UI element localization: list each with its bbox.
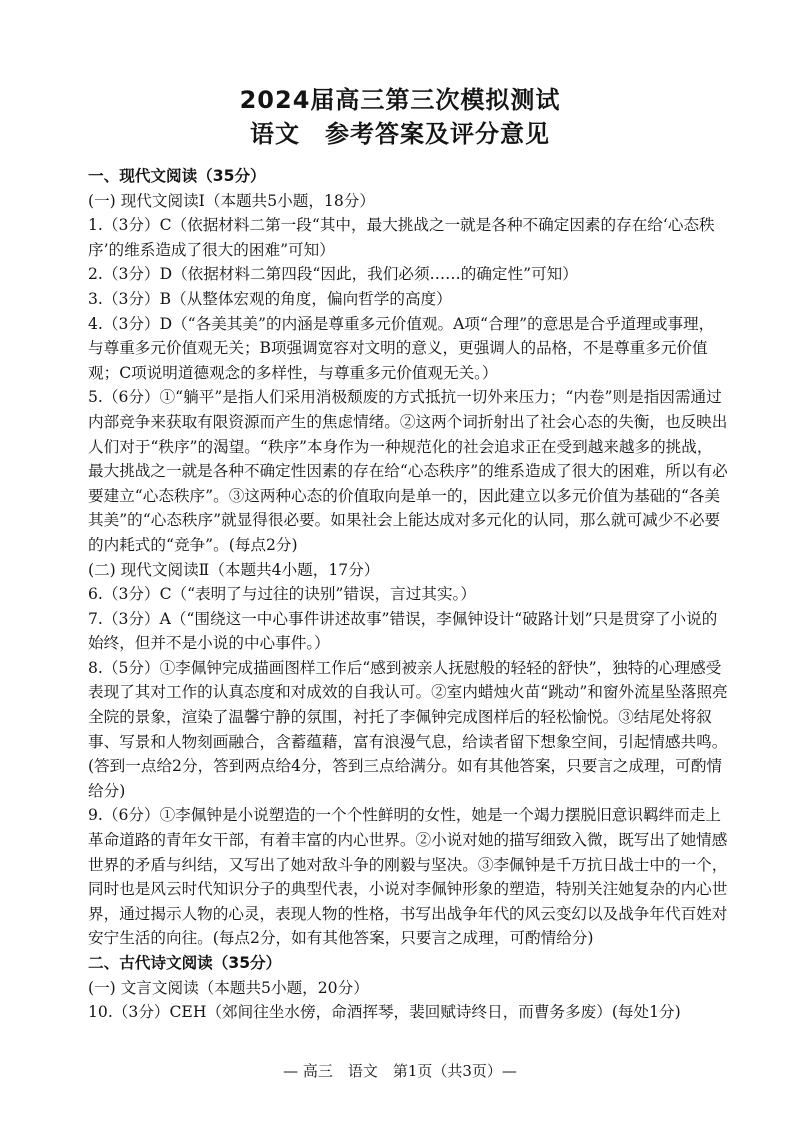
page-subtitle: 语文 参考答案及评分意见 [250, 120, 550, 148]
answer-q7: 7.（3分）A（“围绕这一中心事件讲述故事”错误，李佩钟设计“破路计划”只是贯穿了小说的始终，但并不是小说的中心事件。） [88, 609, 718, 653]
answer-q9: 9.（6分）①李佩钟是小说塑造的一个个性鲜明的女性，她是一个竭力摆脱旧意识羁绊而走上革命道路的青年女干部，有着丰富的内心世界。②小说对她的描写细致入微，既写出了她情感世界的矛盾与纠结，又写出了她对敌斗争的刚毅与坚决。③李佩钟是千万抗日战士中的一个，同时也是风云时代知识分子的典型代表，小说对李佩钟形象的塑造，特别关注她复杂的内心世界，通过揭示人物的心灵，表现人物的性格，书写出战争年代的风云变幻以及战争年代百姓对安宁生活的向往。(每点2分，如有其他答案，只要言之成理，可酌情给分) [88, 806, 728, 948]
page-footer: — 高三 语文 第1页（共3页）— [283, 1062, 517, 1080]
page-title: 2024届高三第三次模拟测试 [239, 86, 561, 114]
answer-q1: 1.（3分）C（依据材料二第一段“其中，最大挑战之一就是各种不确定因素的存在给‘心态秩序’的维系造成了很大的困难”可知） [88, 216, 715, 259]
answer-q8: 8.（5分）①李佩钟完成描画图样工作后“感到被亲人抚慰般的轻轻的舒快”，独特的心理感受表现了其对工作的认真态度和对成效的自我认可。②室内蜡烛火苗“跳动”和窗外流星坠落照亮全院的景象，渲染了温馨宁静的氛围，衬托了李佩钟完成图样后的轻松愉悦。③结尾处将叙事、写景和人物刻画融合，含蓄蕴藉，富有浪漫气息，给读者留下想象空间，引起情感共鸣。(答到一点给2分，答到两点给4分，答到三点给满分。如有其他答案，只要言之成理，可酌情给分) [88, 658, 728, 800]
subsection-heading-reading-1: (一) 现代文阅读Ⅰ（本题共5小题，18分） [88, 191, 375, 210]
answer-q6: 6.（3分）C（“表明了与过往的诀别”错误，言过其实。） [88, 585, 476, 604]
answer-q5: 5.（6分）①“躺平”是指人们采用消极颓废的方式抵抗一切外来压力；“内卷”则是指因需通过内部竞争来获取有限资源而产生的焦虑情绪。②这两个词折射出了社会心态的失衡，也反映出人们对于“秩序”的渴望。“秩序”本身作为一种规范化的社会追求正在受到越来越多的挑战，最大挑战之一就是各种不确定性因素的存在给“心态秩序”的维系造成了很大的困难，所以有必要建立“心态秩序”。③这两种心态的价值取向是单一的，因此建立以多元价值为基础的“各美其美”的“心态秩序”就显得很必要。如果社会上能达成对多元化的认同，那么就可减少不必要的内耗式的“竞争”。(每点2分) [88, 388, 728, 554]
answer-q10: 10.（3分）CEH（郊间往坐水傍，命酒挥琴，裴回赋诗终日，而曹务多废）(每处1分) [88, 1003, 681, 1022]
subsection-heading-reading-2: (二) 现代文阅读Ⅱ（本题共4小题，17分） [88, 560, 380, 579]
answer-q3: 3.（3分）B（从整体宏观的角度，偏向哲学的高度） [88, 289, 452, 308]
answer-content [88, 164, 728, 1025]
section-heading-modern-reading: 一、现代文阅读（35分） [88, 167, 266, 185]
subsection-heading-classical-prose: (一) 文言文阅读（本题共5小题，20分） [88, 978, 369, 997]
answer-q2: 2.（3分）D（依据材料二第四段“因此，我们必须……的确定性”可知） [88, 265, 578, 284]
answer-q4: 4.（3分）D（“各美其美”的内涵是尊重多元价值观。A项“合理”的意思是合乎道理或事理，与尊重多元价值观无关；B项强调宽容对文明的意义，更强调人的品格，不是尊重多元价值观；C项说明道德观念的多样性，与尊重多元价值观无关。） [88, 314, 715, 382]
section-heading-classical-reading: 二、古代诗文阅读（35分） [88, 954, 282, 972]
